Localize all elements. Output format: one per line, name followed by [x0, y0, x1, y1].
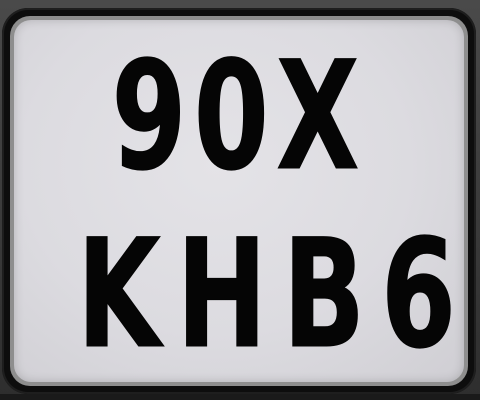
plate-registration-line-2: KHB6	[77, 208, 472, 382]
license-plate-frame	[2, 8, 476, 394]
plate-registration-line-1: 90X	[111, 30, 367, 204]
vehicle-bumper-edge	[0, 394, 480, 400]
license-plate-face	[14, 20, 472, 382]
license-plate-rim	[10, 16, 472, 386]
